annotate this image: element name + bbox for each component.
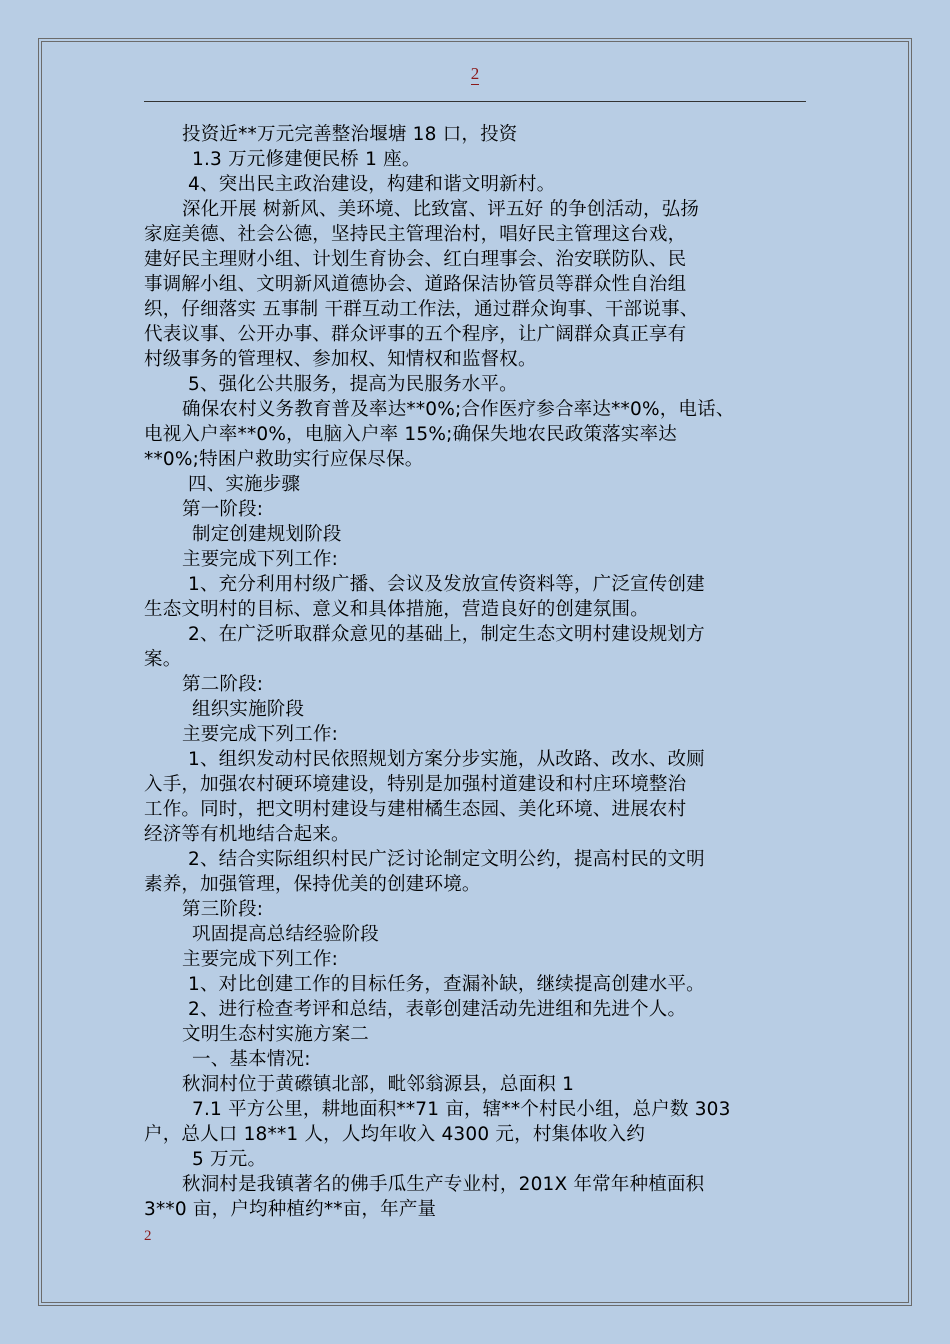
body-line: 2、在广泛听取群众意见的基础上，制定生态文明村建设规划方	[188, 624, 705, 645]
body-line: 主要完成下列工作:	[182, 949, 339, 970]
body-line: 一、基本情况:	[192, 1049, 311, 1070]
body-line: 确保农村义务教育普及率达**0%;合作医疗参合率达**0%，电话、	[182, 399, 735, 420]
body-line: 主要完成下列工作:	[182, 549, 339, 570]
body-line: 1、组织发动村民依照规划方案分步实施，从改路、改水、改厕	[188, 749, 705, 770]
body-line: 1、对比创建工作的目标任务，查漏补缺，继续提高创建水平。	[188, 974, 705, 995]
body-line: 工作。同时，把文明村建设与建柑橘生态园、美化环境、进展农村	[144, 799, 687, 820]
body-line: 秋洞村位于黄礤镇北部，毗邻翁源县，总面积 1	[182, 1074, 575, 1095]
body-line: 经济等有机地结合起来。	[144, 824, 350, 845]
body-line: 秋洞村是我镇著名的佛手瓜生产专业村，201X 年常年种植面积	[182, 1174, 705, 1195]
body-line: 1.3 万元修建便民桥 1 座。	[192, 149, 421, 170]
body-line: 事调解小组、文明新风道德协会、道路保洁协管员等群众性自治组	[144, 274, 687, 295]
body-line: 5、强化公共服务，提高为民服务水平。	[188, 374, 518, 395]
body-line: 四、实施步骤	[188, 474, 301, 495]
body-line: 代表议事、公开办事、群众评事的五个程序，让广阔群众真正享有	[144, 324, 687, 345]
body-line: 文明生态村实施方案二	[182, 1024, 370, 1045]
body-line: 入手，加强农村硬环境建设，特别是加强村道建设和村庄环境整治	[144, 774, 687, 795]
body-line: 电视入户率**0%，电脑入户率 15%;确保失地农民政策落实率达	[144, 424, 677, 445]
body-line: 素养，加强管理，保持优美的创建环境。	[144, 874, 481, 895]
document-body	[144, 122, 812, 1222]
body-line: 深化开展 树新风、美环境、比致富、评五好 的争创活动，弘扬	[182, 199, 700, 220]
body-line: 巩固提高总结经验阶段	[192, 924, 380, 945]
body-line: 7.1 平方公里，耕地面积**71 亩，辖**个村民小组，总户数 303	[192, 1099, 731, 1120]
body-line: 第一阶段:	[182, 499, 264, 520]
body-line: 3**0 亩，户均种植约**亩，年产量	[144, 1199, 437, 1220]
body-line: 5 万元。	[192, 1149, 267, 1170]
body-line: 第二阶段:	[182, 674, 264, 695]
body-line: 2、结合实际组织村民广泛讨论制定文明公约，提高村民的文明	[188, 849, 705, 870]
body-line: 主要完成下列工作:	[182, 724, 339, 745]
body-line: 1、充分利用村级广播、会议及发放宣传资料等，广泛宣传创建	[188, 574, 705, 595]
header-page-number: 2	[470, 64, 480, 83]
body-line: 组织实施阶段	[192, 699, 305, 720]
body-line: 建好民主理财小组、计划生育协会、红白理事会、治安联防队、民	[144, 249, 687, 270]
body-line: 4、突出民主政治建设，构建和谐文明新村。	[188, 174, 556, 195]
body-line: 第三阶段:	[182, 899, 264, 920]
header-rule	[144, 101, 806, 102]
body-line: 制定创建规划阶段	[192, 524, 342, 545]
body-line: 织，仔细落实 五事制 干群互动工作法，通过群众询事、干部说事、	[144, 299, 699, 320]
body-line: 生态文明村的目标、意义和具体措施，营造良好的创建氛围。	[144, 599, 649, 620]
body-line: 案。	[144, 649, 182, 670]
body-line: 户，总人口 18**1 人，人均年收入 4300 元，村集体收入约	[144, 1124, 646, 1145]
body-line: 投资近**万元完善整治堰塘 18 口，投资	[182, 124, 518, 145]
body-line: 村级事务的管理权、参加权、知情权和监督权。	[144, 349, 537, 370]
body-line: 家庭美德、社会公德，坚持民主管理治村，唱好民主管理这台戏，	[144, 224, 687, 245]
footer-page-number: 2	[144, 1228, 152, 1244]
body-line: 2、进行检查考评和总结，表彰创建活动先进组和先进个人。	[188, 999, 687, 1020]
body-line: **0%;特困户救助实行应保尽保。	[144, 449, 424, 470]
